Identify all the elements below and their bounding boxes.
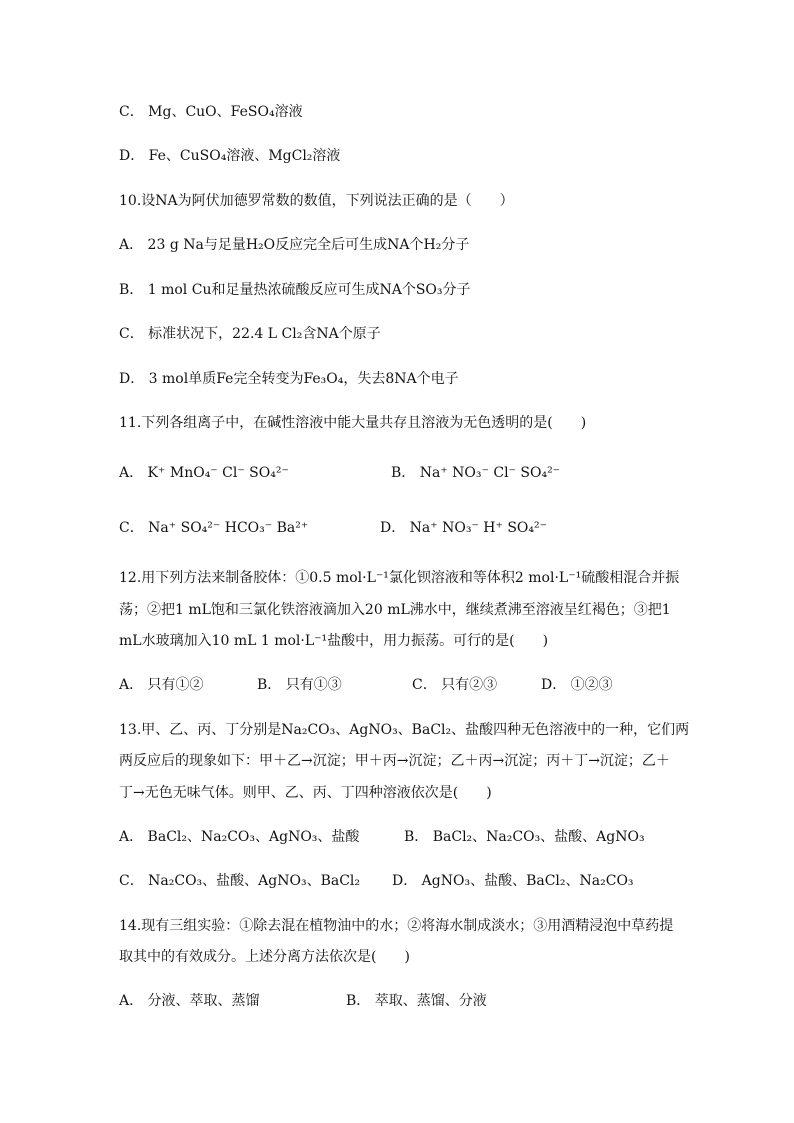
q11-option-c: C． Na⁺ SO₄²⁻ HCO₃⁻ Ba²⁺ [119, 520, 309, 536]
q10-option-b: B． 1 mol Cu和足量热浓硫酸反应可生成NA个SO₃分子 [119, 282, 471, 298]
q12-option-a: A． 只有①② [119, 677, 204, 693]
q12-option-d: D． ①②③ [541, 677, 613, 693]
q13-stem-line3: 丁→无色无味气体。则甲、乙、丙、丁四种溶液依次是( ) [119, 785, 492, 801]
q11-option-b: B． Na⁺ NO₃⁻ Cl⁻ SO₄²⁻ [391, 465, 561, 481]
q12-stem-line2: 荡；②把1 mL饱和三氯化铁溶液滴加入20 mL沸水中，继续煮沸至溶液呈红褐色；③把1 [119, 602, 671, 618]
q12-stem-line1: 12.用下列方法来制备胶体：①0.5 mol·L⁻¹氯化钡溶液和等体积2 mol·L⁻¹硫酸相混合并振 [119, 570, 680, 586]
q13-option-b: B． BaCl₂、Na₂CO₃、盐酸、AgNO₃ [404, 829, 645, 845]
q14-stem-line1: 14.现有三组实验：①除去混在植物油中的水；②将海水制成淡水；③用酒精浸泡中草药提 [119, 918, 674, 934]
q11-option-a: A． K⁺ MnO₄⁻ Cl⁻ SO₄²⁻ [119, 465, 289, 481]
q11-stem: 11.下列各组离子中，在碱性溶液中能大量共存且溶液为无色透明的是( ) [119, 415, 587, 431]
q13-option-a: A． BaCl₂、Na₂CO₃、AgNO₃、盐酸 [119, 829, 360, 845]
q10-option-a: A． 23 g Na与足量H₂O反应完全后可生成NA个H₂分子 [119, 237, 470, 253]
q10-stem: 10.设NA为阿伏加德罗常数的数值，下列说法正确的是（ ） [119, 193, 514, 209]
q13-stem-line2: 两反应后的现象如下：甲＋乙→沉淀；甲＋丙→沉淀；乙＋丙→沉淀；丙＋丁→沉淀；乙＋ [119, 753, 670, 769]
q14-option-a: A． 分液、萃取、蒸馏 [119, 993, 260, 1009]
q14-stem-line2: 取其中的有效成分。上述分离方法依次是( ) [119, 949, 410, 965]
q12-option-b: B． 只有①③ [257, 677, 342, 693]
q13-stem-line1: 13.甲、乙、丙、丁分别是Na₂CO₃、AgNO₃、BaCl₂、盐酸四种无色溶液中的一种，它们两 [119, 722, 690, 738]
q11-option-d: D． Na⁺ NO₃⁻ H⁺ SO₄²⁻ [380, 520, 548, 536]
q10-option-c: C． 标准状况下，22.4 L Cl₂含NA个原子 [119, 326, 381, 342]
q9-option-d: D． Fe、CuSO₄溶液、MgCl₂溶液 [119, 148, 341, 164]
q12-option-c: C． 只有②③ [412, 677, 498, 693]
q9-option-c: C． Mg、CuO、FeSO₄溶液 [119, 104, 303, 120]
q14-option-b: B． 萃取、蒸馏、分液 [346, 993, 487, 1009]
q13-option-c: C． Na₂CO₃、盐酸、AgNO₃、BaCl₂ [119, 873, 361, 889]
q12-stem-line3: mL水玻璃加入10 mL 1 mol·L⁻¹盐酸中，用力振荡。可行的是( ) [119, 633, 549, 649]
q13-option-d: D． AgNO₃、盐酸、BaCl₂、Na₂CO₃ [392, 873, 634, 889]
q10-option-d: D． 3 mol单质Fe完全转变为Fe₃O₄，失去8NA个电子 [119, 371, 459, 387]
